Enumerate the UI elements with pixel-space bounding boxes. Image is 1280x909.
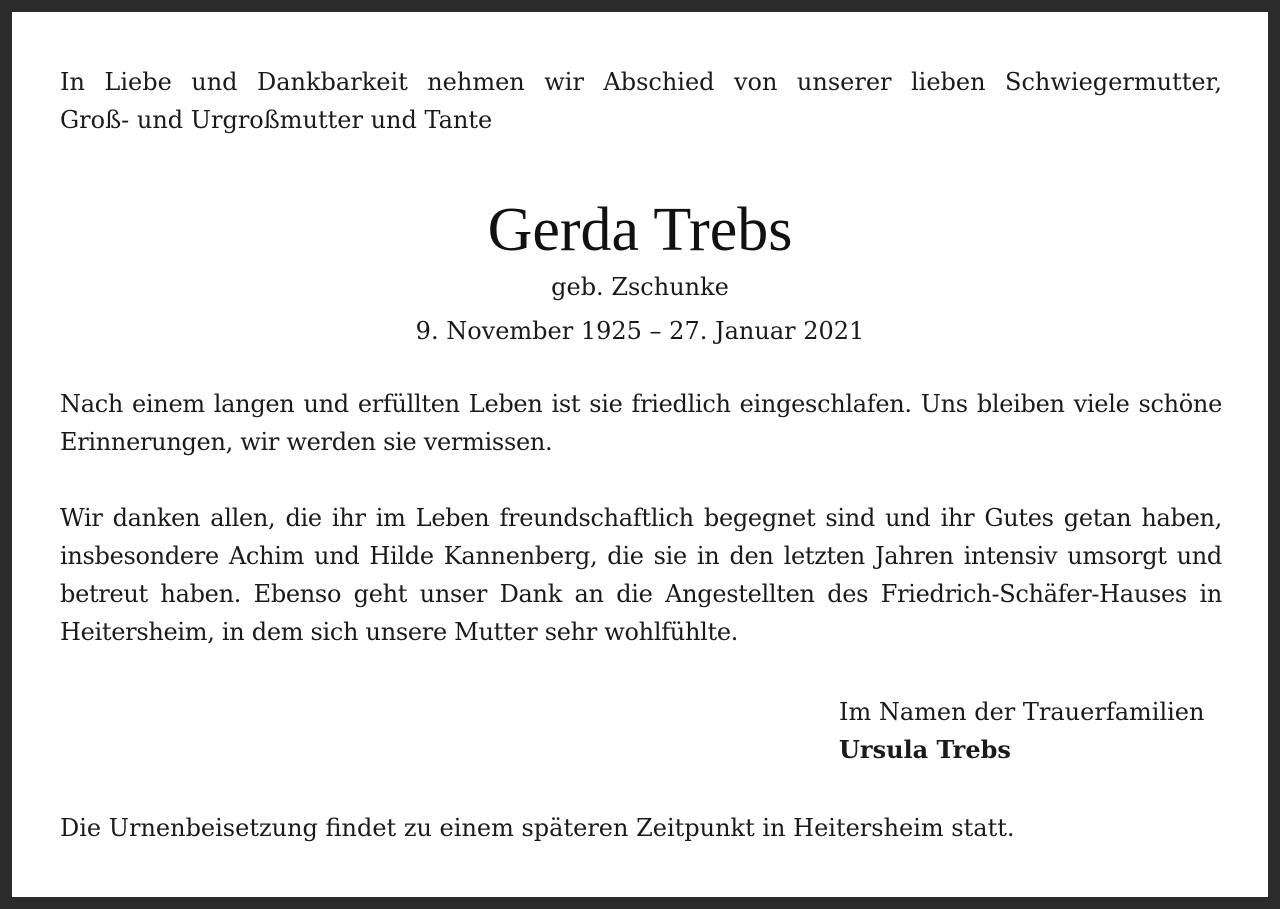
- intro-line-2: Groß- und Urgroßmutter und Tante: [60, 106, 493, 134]
- obituary-notice: [12, 12, 1268, 897]
- signature-block: [839, 693, 1204, 769]
- paragraph-farewell-line-1: Nach einem langen und erfüllten Leben ist sie friedlich eingeschlafen. Uns bleiben viele schöne: [60, 390, 1222, 418]
- signature-intro: Im Namen der Trauerfamilien: [839, 698, 1205, 726]
- paragraph-thanks-line-1: Wir danken allen, die ihr im Leben freundschaftlich begegnet sind und ihr Gutes getan haben,: [60, 504, 1222, 532]
- paragraph-thanks-line-2: insbesondere Achim und Hilde Kannenberg, die sie in den letzten Jahren intensiv umsorgt und: [60, 542, 1222, 570]
- birth-name: geb. Zschunke: [551, 273, 729, 301]
- burial-notice: Die Urnenbeisetzung findet zu einem späteren Zeitpunkt in Heitersheim statt.: [60, 814, 1015, 842]
- deceased-name: Gerda Trebs: [487, 196, 793, 264]
- signature-name: Ursula Trebs: [839, 735, 1011, 764]
- intro-line-1: In Liebe und Dankbarkeit nehmen wir Abschied von unserer lieben Schwiegermutter,: [60, 68, 1222, 96]
- paragraph-farewell-line-2: Erinnerungen, wir werden sie vermissen.: [60, 428, 553, 456]
- intro-text: [60, 63, 1222, 139]
- paragraph-thanks-line-3: betreut haben. Ebenso geht unser Dank an die Angestellten des Friedrich-Schäfer-Hauses in: [60, 580, 1222, 608]
- paragraph-thanks: [60, 499, 1222, 651]
- paragraph-thanks-line-4: Heitersheim, in dem sich unsere Mutter sehr wohlfühlte.: [60, 618, 739, 646]
- paragraph-farewell: [60, 385, 1222, 461]
- life-dates: 9. November 1925 – 27. Januar 2021: [415, 317, 865, 345]
